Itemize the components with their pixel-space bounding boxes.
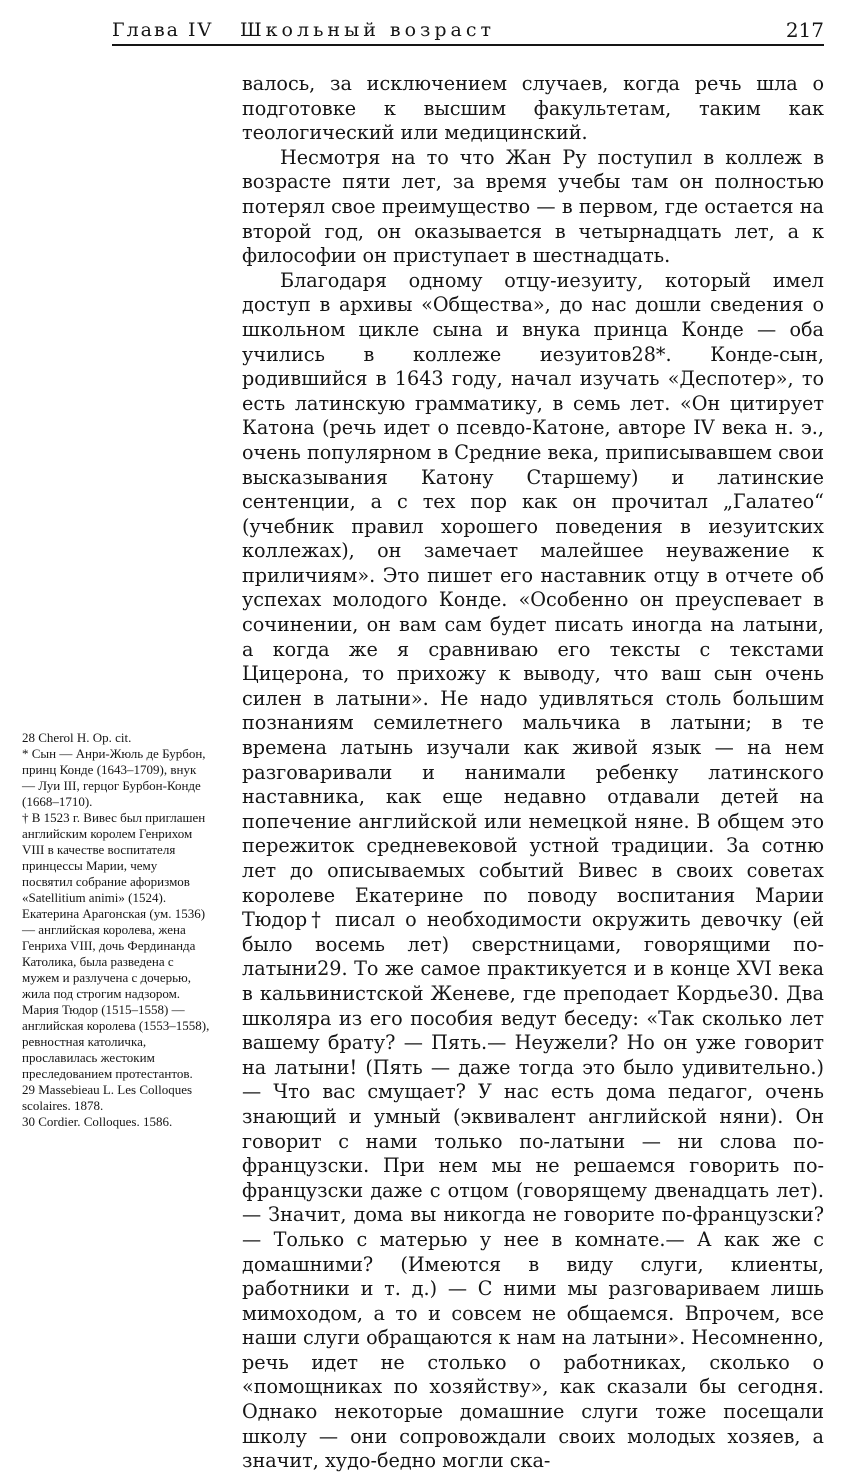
paragraph-conde: Благодаря одному отцу-иезуиту, который имел доступ в архивы «Общества», до нас дошли сведения о школьном цикле сына и внука принца Конде — оба учились в коллеже иезуитов28*. Конде-сын, родившийся в 1643 году, начал изучать «Деспотер», то есть латинскую грамматику, в семь лет. «Он цитирует Катона (речь идет о псевдо-Катоне, авторе IV века н. э., очень популярном в Средние века, приписывавшем свои высказывания Катону Старшему) и латинские сентенции, а с тех пор как он прочитал „Галатео“ (учебник правил хорошего поведения в иезуитских коллежах), он замечает малейшее неуважение к приличиям». Это пишет его наставник отцу в отчете об успехах молодого Конде. «Особенно он преуспевает в сочинении, он вам сам будет писать иногда на латыни, а когда же я сравниваю его тексты с текстами Цицерона, то прихожу к выводу, что ваш сын очень силен в латыни». Не надо удивляться столь большим познаниям семилетнего мальчика в латыни; в те времена латынь изучали как живой язык — на нем разговаривали и нанимали ребенку латинского наставника, как еще недавно отдавали детей на попечение английской или немецкой няне. В общем это пережиток средневековой устной традиции. За сотню лет до описываемых событий Вивес в своих советах королеве Екатерине по поводу воспитания Марии Тюдор† писал о необходимости окружить девочку (ей было восемь лет) сверстницами, говорящими по-латыни29. То же самое практикуется и в конце XVI века в кальвинистской Женеве, где преподает Кордье30. Два школяра из его пособия ведут беседу: «Так сколько лет вашему брату? — Пять.— Неужели? Но он уже говорит на латыни! (Пять — даже тогда это было удивительно.) — Что вас смущает? У нас есть дома педагог, очень знающий и умный (эквивалент английской няни). Он говорит с нами только по-латыни — ни слова по-французски. При нем мы не решаемся говорить по-французски даже с отцом (говорящему двенадцать лет).— Значит, дома вы никогда не говорите по-французски? — Только с матерью у нее в комнате.— А как же с домашними? (Имеются в виду слуги, клиенты, работники и т. д.) — С ними мы разговариваем лишь мимоходом, а то и совсем не общаемся. Впрочем, все наши слуги обращаются к нам на латыни». Несомненно, речь идет не столько о работниках, сколько о «помощниках по хозяйству», как сказали бы сегодня. Однако некоторые домашние слуги тоже посещали школу — они сопровождали своих молодых хозяев, а значит, худо-бедно могли ска- xyxy=(242,268,824,1473)
paragraph-continued: валось, за исключением случаев, когда речь шла о подготовке к высшим факультетам, таким как теологический или медицинский. xyxy=(242,72,824,145)
footnote-29: 29 Massebieau L. Les Colloques scolaires. 1878. xyxy=(22,1082,193,1113)
header-rule xyxy=(112,44,824,46)
main-text xyxy=(242,72,824,1474)
footnote-28: 28 Cherol H. Op. cit. xyxy=(22,730,132,745)
footnote-30: 30 Cordier. Colloques. 1586. xyxy=(22,1114,173,1129)
chapter-label: Глава IV xyxy=(112,19,214,41)
paragraph-jean-roux: Несмотря на то что Жан Ру поступил в коллеж в возрасте пяти лет, за время учебы там он полностью потерял свое преимущество — в первом, где остается на второй год, он оказывается в четырнадцать лет, а к философии он приступает в шестнадцать. xyxy=(242,145,824,268)
running-header xyxy=(112,12,824,46)
footnote-asterisk: * Сын — Анри-Жюль де Бурбон, принц Конде (1643–1709), внук — Луи III, герцог Бурбон-Конде (1668–1710). xyxy=(22,746,206,809)
chapter-title: Школьный возраст xyxy=(240,19,496,41)
margin-notes xyxy=(22,730,210,1130)
page-number: 217 xyxy=(785,18,824,42)
footnote-dagger: † В 1523 г. Вивес был приглашен английским королем Генрихом VIII в качестве воспитателя принцессы Марии, чему посвятил собрание афоризмов «Satellitium animi» (1524). Екатерина Арагонская (ум. 1536) — английская королева, жена Генриха VIII, дочь Фердинанда Католика, была разведена с мужем и разлучена с дочерью, жила под строгим надзором. Мария Тюдор (1515–1558) — английская королева (1553–1558), ревностная католичка, прославилась жестоким преследованием протестантов. xyxy=(22,810,210,1081)
